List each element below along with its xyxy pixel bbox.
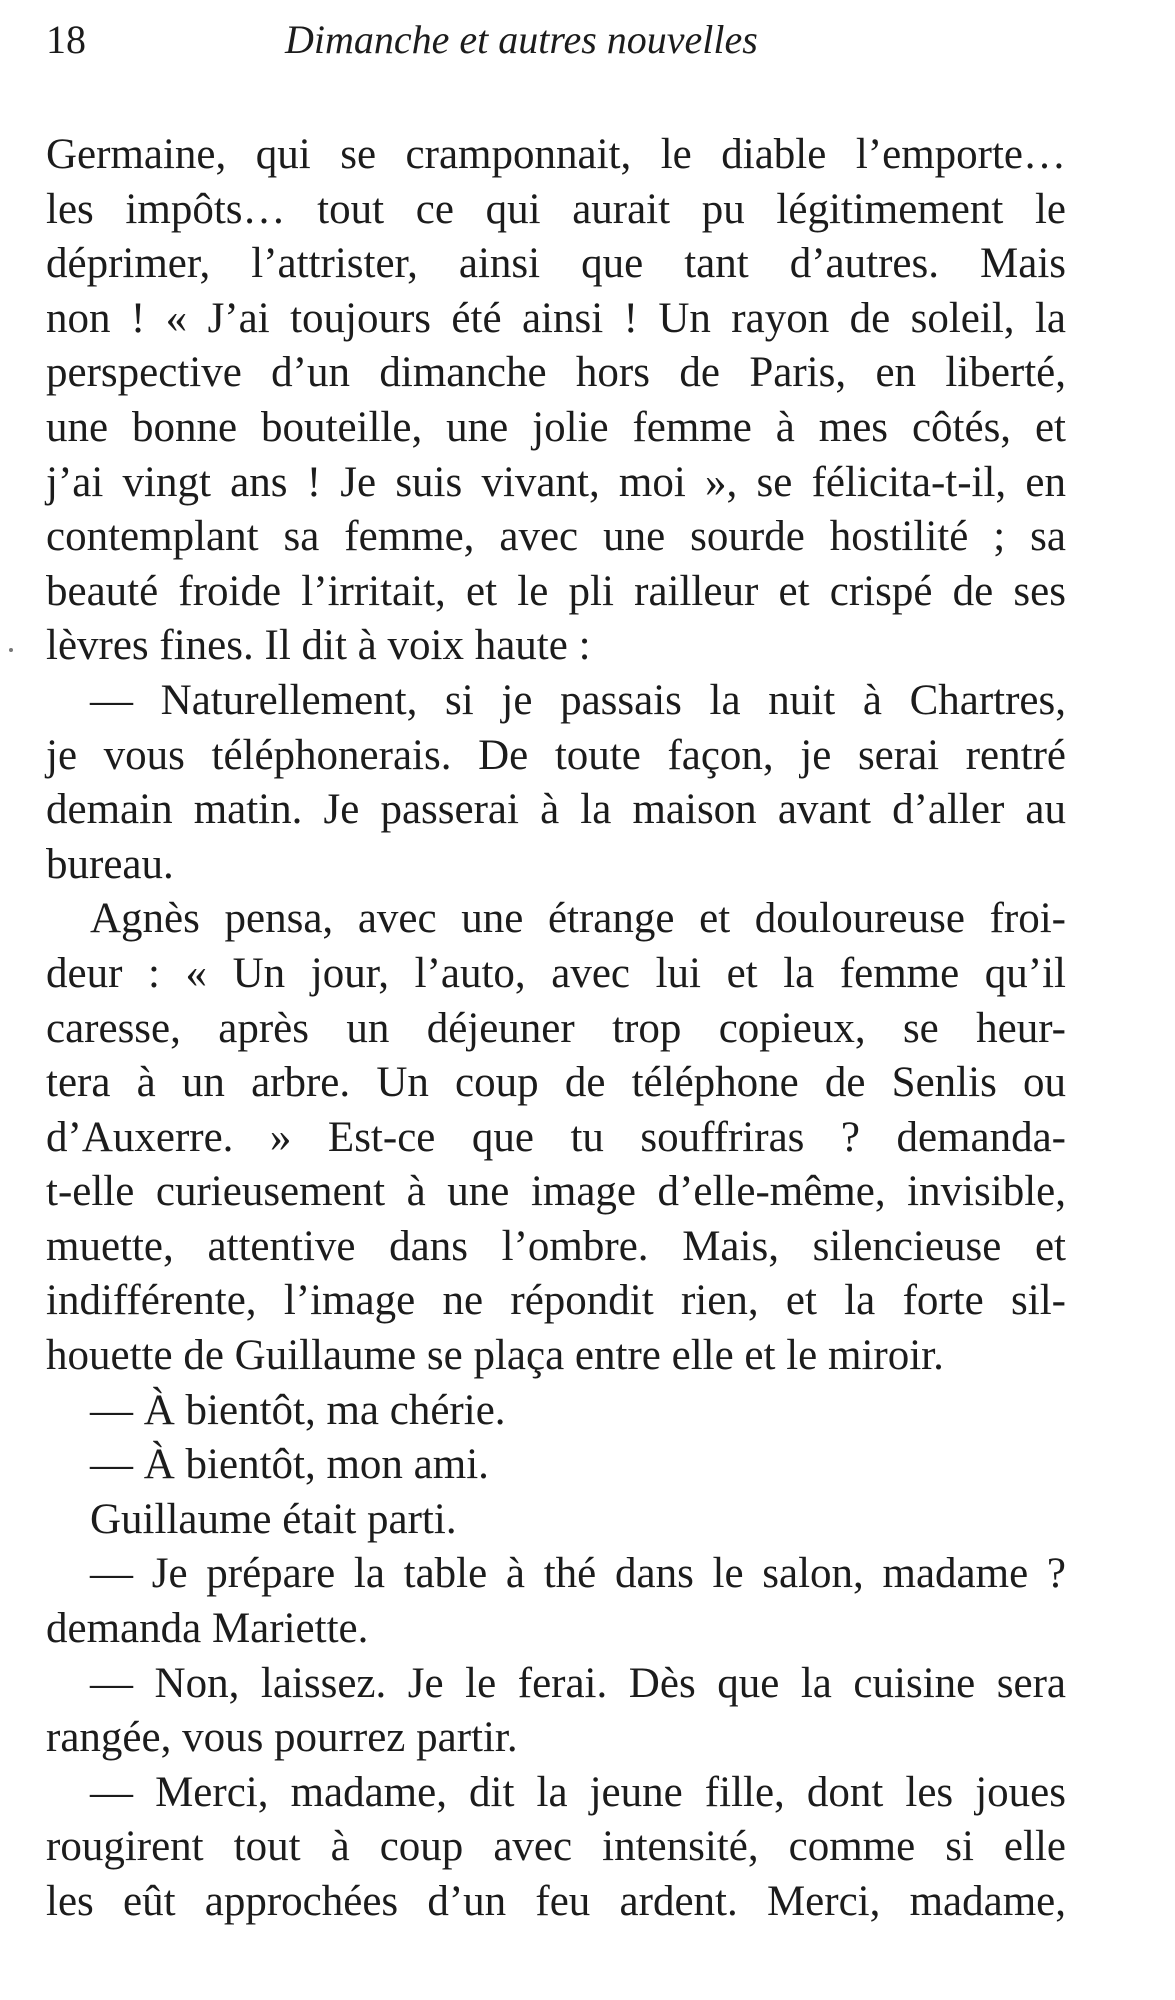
text-line: les impôts… tout ce qui aurait pu légitimement le — [46, 185, 1066, 233]
book-title: Dimanche et autres nouvelles — [285, 17, 758, 62]
text-line: demain matin. Je passerai à la maison avant d’aller au — [46, 786, 1066, 834]
text-line: beauté froide l’irritait, et le pli railleur et crispé de ses — [46, 567, 1066, 615]
text-line: contemplant sa femme, avec une sourde hostilité ; sa — [46, 513, 1066, 561]
text-line: une bonne bouteille, une jolie femme à mes côtés, et — [46, 403, 1066, 451]
text-line: muette, attentive dans l’ombre. Mais, silencieuse et — [46, 1222, 1066, 1270]
text-line: rangée, vous pourrez partir. — [46, 1714, 518, 1762]
text-line: demanda Mariette. — [46, 1605, 369, 1653]
margin-dot — [9, 648, 13, 652]
text-line: les eût approchées d’un feu ardent. Merci, madame, — [46, 1878, 1066, 1925]
paragraph-start-line: Agnès pensa, avec une étrange et douloureuse froi- — [90, 895, 1066, 943]
text-line: non ! « J’ai toujours été ainsi ! Un rayon de soleil, la — [46, 294, 1066, 342]
dialogue-line: — Non, laissez. Je le ferai. Dès que la cuisine sera — [90, 1659, 1066, 1707]
text-line: rougirent tout à coup avec intensité, comme si elle — [46, 1823, 1066, 1871]
dialogue-line: — Je prépare la table à thé dans le salon, madame ? — [90, 1550, 1066, 1598]
text-line: indifférente, l’image ne répondit rien, et la forte sil- — [46, 1277, 1066, 1325]
text-line: d’Auxerre. » Est-ce que tu souffriras ? demanda- — [46, 1113, 1066, 1161]
dialogue-line: — À bientôt, ma chérie. — [90, 1386, 506, 1434]
text-line: tera à un arbre. Un coup de téléphone de Senlis ou — [46, 1059, 1066, 1107]
text-line: j’ai vingt ans ! Je suis vivant, moi », se félicita-t-il, en — [46, 458, 1066, 506]
page-number: 18 — [46, 17, 86, 62]
text-line: houette de Guillaume se plaça entre elle et le miroir. — [46, 1332, 944, 1380]
text-line: deur : « Un jour, l’auto, avec lui et la femme qu’il — [46, 949, 1066, 997]
text-line: je vous téléphonerais. De toute façon, je serai rentré — [46, 731, 1066, 779]
paragraph-start-line: Guillaume était parti. — [90, 1495, 457, 1543]
dialogue-line: — Merci, madame, dit la jeune fille, dont les joues — [90, 1768, 1066, 1816]
body-text — [46, 128, 1066, 1930]
running-head — [0, 10, 1175, 70]
dialogue-line: — À bientôt, mon ami. — [90, 1441, 489, 1489]
text-line: caresse, après un déjeuner trop copieux, se heur- — [46, 1004, 1066, 1052]
text-line: bureau. — [46, 840, 174, 888]
text-line: déprimer, l’attrister, ainsi que tant d’autres. Mais — [46, 240, 1066, 288]
text-line: lèvres fines. Il dit à voix haute : — [46, 622, 591, 670]
text-line: perspective d’un dimanche hors de Paris, en liberté, — [46, 349, 1066, 397]
text-line: t-elle curieusement à une image d’elle-même, invisible, — [46, 1168, 1066, 1216]
dialogue-line: — Naturellement, si je passais la nuit à Chartres, — [90, 676, 1066, 724]
text-line: Germaine, qui se cramponnait, le diable l’emporte… — [46, 131, 1066, 178]
